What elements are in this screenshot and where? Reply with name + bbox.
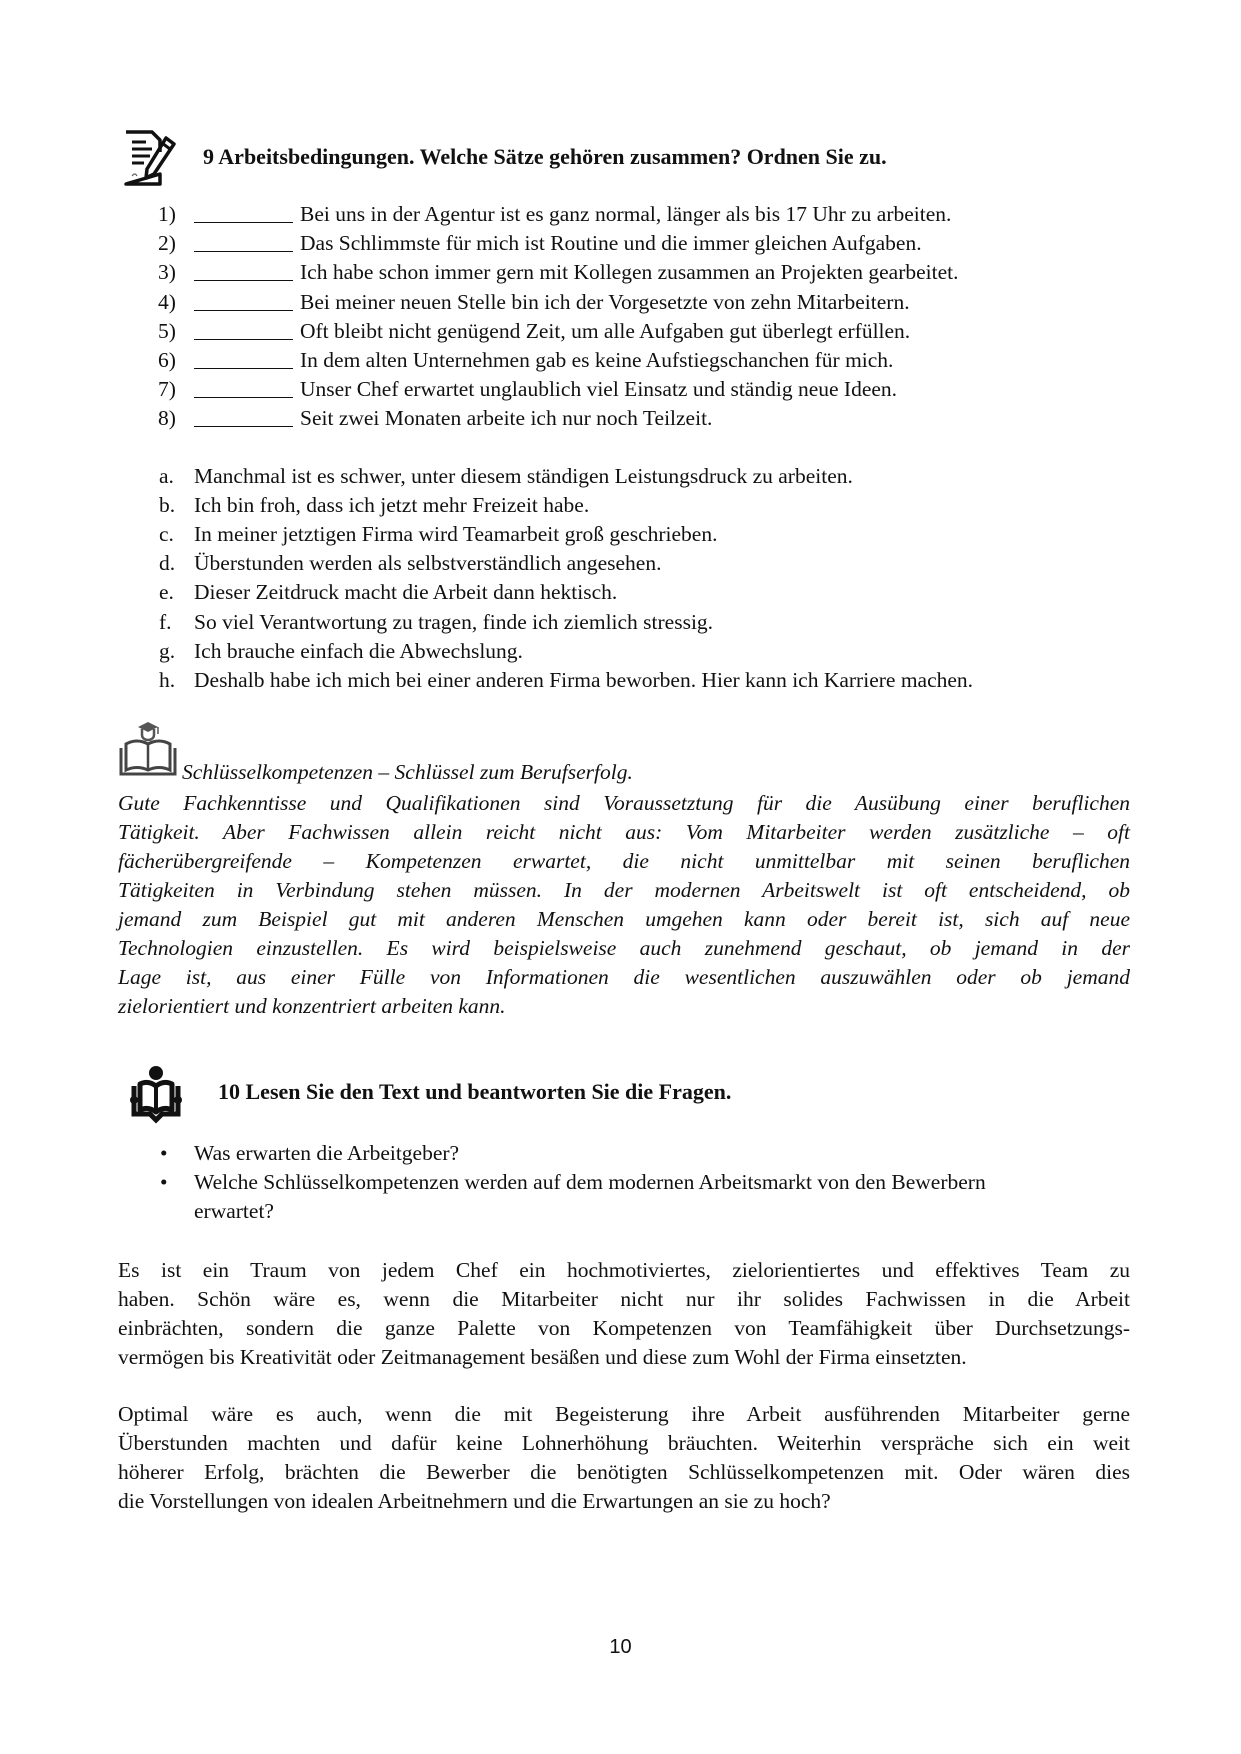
answer-blank[interactable]	[194, 251, 293, 252]
answer-letter: f.	[159, 609, 172, 634]
info-paragraph	[118, 789, 1130, 1021]
bullet-icon: •	[160, 1141, 168, 1165]
item-text: Ich habe schon immer gern mit Kollegen zusammen an Projekten gearbeitet.	[300, 260, 959, 285]
paragraph-line: Tätigkeiten in Verbindung stehen müssen. In der modernen Arbeitswelt ist oft entscheidend, ob	[118, 878, 1130, 902]
answer-text: In meiner jetztigen Firma wird Teamarbeit groß geschrieben.	[194, 522, 718, 547]
paragraph-line: fächerübergreifende – Kompetenzen erwartet, die nicht unmittelbar mit seinen beruflichen	[118, 849, 1130, 873]
item-number: 4)	[158, 289, 176, 314]
answer-text: Dieser Zeitdruck macht die Arbeit dann hektisch.	[194, 580, 618, 605]
paragraph-line: vermögen bis Kreativität oder Zeitmanagement besäßen und diese zum Wohl der Firma einsetzten.	[118, 1345, 967, 1369]
answer-text: Überstunden werden als selbstverständlich angesehen.	[194, 551, 662, 576]
paragraph-line: Technologien einzustellen. Es wird beispielsweise auch zunehmend geschaut, ob jemand in der	[118, 936, 1130, 960]
answer-blank[interactable]	[194, 368, 293, 369]
paragraph-line: Es ist ein Traum von jedem Chef ein hochmotiviertes, zielorientiertes und effektives Team zu	[118, 1258, 1130, 1282]
paragraph-line: einbrächten, sondern die ganze Palette von Kompetenzen von Teamfähigkeit über Durchsetzungs-	[118, 1316, 1130, 1340]
answer-text: Ich brauche einfach die Abwechslung.	[194, 638, 523, 663]
paragraph-line: Tätigkeit. Aber Fachwissen allein reicht nicht aus: Vom Mitarbeiter werden zusätzliche – oft	[118, 820, 1130, 844]
answer-text: Deshalb habe ich mich bei einer anderen Firma beworben. Hier kann ich Karriere machen.	[194, 667, 974, 692]
document-pen-icon	[122, 128, 178, 188]
paragraph-line: die Vorstellungen von idealen Arbeitnehmern und die Erwartungen an sie zu hoch?	[118, 1489, 831, 1513]
paragraph-line: haben. Schön wäre es, wenn die Mitarbeiter nicht nur ihr solides Fachwissen in die Arbeit	[118, 1287, 1130, 1311]
text-paragraph-2	[118, 1400, 1130, 1516]
page-number: 10	[609, 1636, 632, 1658]
exercise-9-heading: 9 Arbeitsbedingungen. Welche Sätze gehören zusammen? Ordnen Sie zu.	[203, 144, 887, 169]
answer-text: Manchmal ist es schwer, unter diesem ständigen Leistungsdruck zu arbeiten.	[194, 464, 853, 488]
text-paragraph-1	[118, 1256, 1130, 1372]
item-number: 1)	[158, 202, 176, 226]
item-text: Oft bleibt nicht genügend Zeit, um alle Aufgaben gut überlegt erfüllen.	[300, 318, 911, 343]
item-text: In dem alten Unternehmen gab es keine Aufstiegschanchen für mich.	[300, 348, 894, 372]
item-number: 8)	[158, 406, 176, 431]
answer-blank[interactable]	[194, 426, 293, 427]
item-number: 5)	[158, 318, 176, 343]
answer-blank[interactable]	[194, 280, 293, 281]
answer-blank[interactable]	[194, 339, 293, 340]
paragraph-line: höherer Erfolg, brächten die Bewerber die benötigten Schlüsselkompetenzen mit. Oder wären dies	[118, 1460, 1130, 1484]
answer-letter: h.	[159, 667, 176, 692]
answer-blank[interactable]	[194, 222, 293, 223]
item-number: 6)	[158, 348, 176, 372]
paragraph-line: jemand zum Beispiel gut mit anderen Menschen umgehen kann oder bereit ist, sich auf neue	[118, 907, 1130, 931]
answer-blank[interactable]	[194, 397, 293, 398]
paragraph-line: zielorientiert und konzentriert arbeiten kann.	[118, 994, 506, 1018]
answer-letter: c.	[159, 522, 174, 547]
bullet-icon: •	[160, 1170, 168, 1194]
item-number: 7)	[158, 377, 176, 402]
item-text: Das Schlimmste für mich ist Routine und die immer gleichen Aufgaben.	[300, 231, 922, 256]
exercise-10-heading: 10 Lesen Sie den Text und beantworten Sie die Fragen.	[218, 1079, 732, 1104]
paragraph-line: Lage ist, aus einer Fülle von Informationen die wesentlichen auszuwählen oder ob jemand	[118, 965, 1130, 989]
item-number: 3)	[158, 260, 176, 285]
paragraph-line: Überstunden machten und dafür keine Lohnerhöhung bräuchten. Weiterhin verspräche sich ein weit	[118, 1431, 1130, 1455]
item-text: Unser Chef erwartet unglaublich viel Einsatz und ständig neue Ideen.	[300, 377, 898, 402]
paragraph-line: Optimal wäre es auch, wenn die mit Begeisterung ihre Arbeit ausführenden Mitarbeiter gerne	[118, 1402, 1130, 1426]
answer-text: Ich bin froh, dass ich jetzt mehr Freizeit habe.	[194, 493, 590, 518]
answer-text: So viel Verantwortung zu tragen, finde ich ziemlich stressig.	[194, 609, 714, 634]
item-text: Seit zwei Monaten arbeite ich nur noch Teilzeit.	[300, 406, 713, 431]
answer-letter: a.	[159, 464, 174, 488]
answer-letter: g.	[159, 638, 176, 663]
answer-letter: e.	[159, 580, 174, 605]
graduation-book-icon	[118, 720, 178, 778]
answer-blank[interactable]	[194, 310, 293, 311]
answer-letter: b.	[159, 493, 176, 518]
item-text: Bei meiner neuen Stelle bin ich der Vorgesetzte von zehn Mitarbeitern.	[300, 289, 910, 314]
item-number: 2)	[158, 231, 176, 256]
person-reading-icon	[126, 1064, 186, 1124]
paragraph-line: Gute Fachkenntisse und Qualifikationen sind Voraussetztung für die Ausübung einer beruflichen	[118, 791, 1130, 815]
answer-letter: d.	[159, 551, 176, 576]
item-text: Bei uns in der Agentur ist es ganz normal, länger als bis 17 Uhr zu arbeiten.	[300, 202, 952, 226]
info-title: Schlüsselkompetenzen – Schlüssel zum Berufserfolg.	[182, 760, 633, 784]
